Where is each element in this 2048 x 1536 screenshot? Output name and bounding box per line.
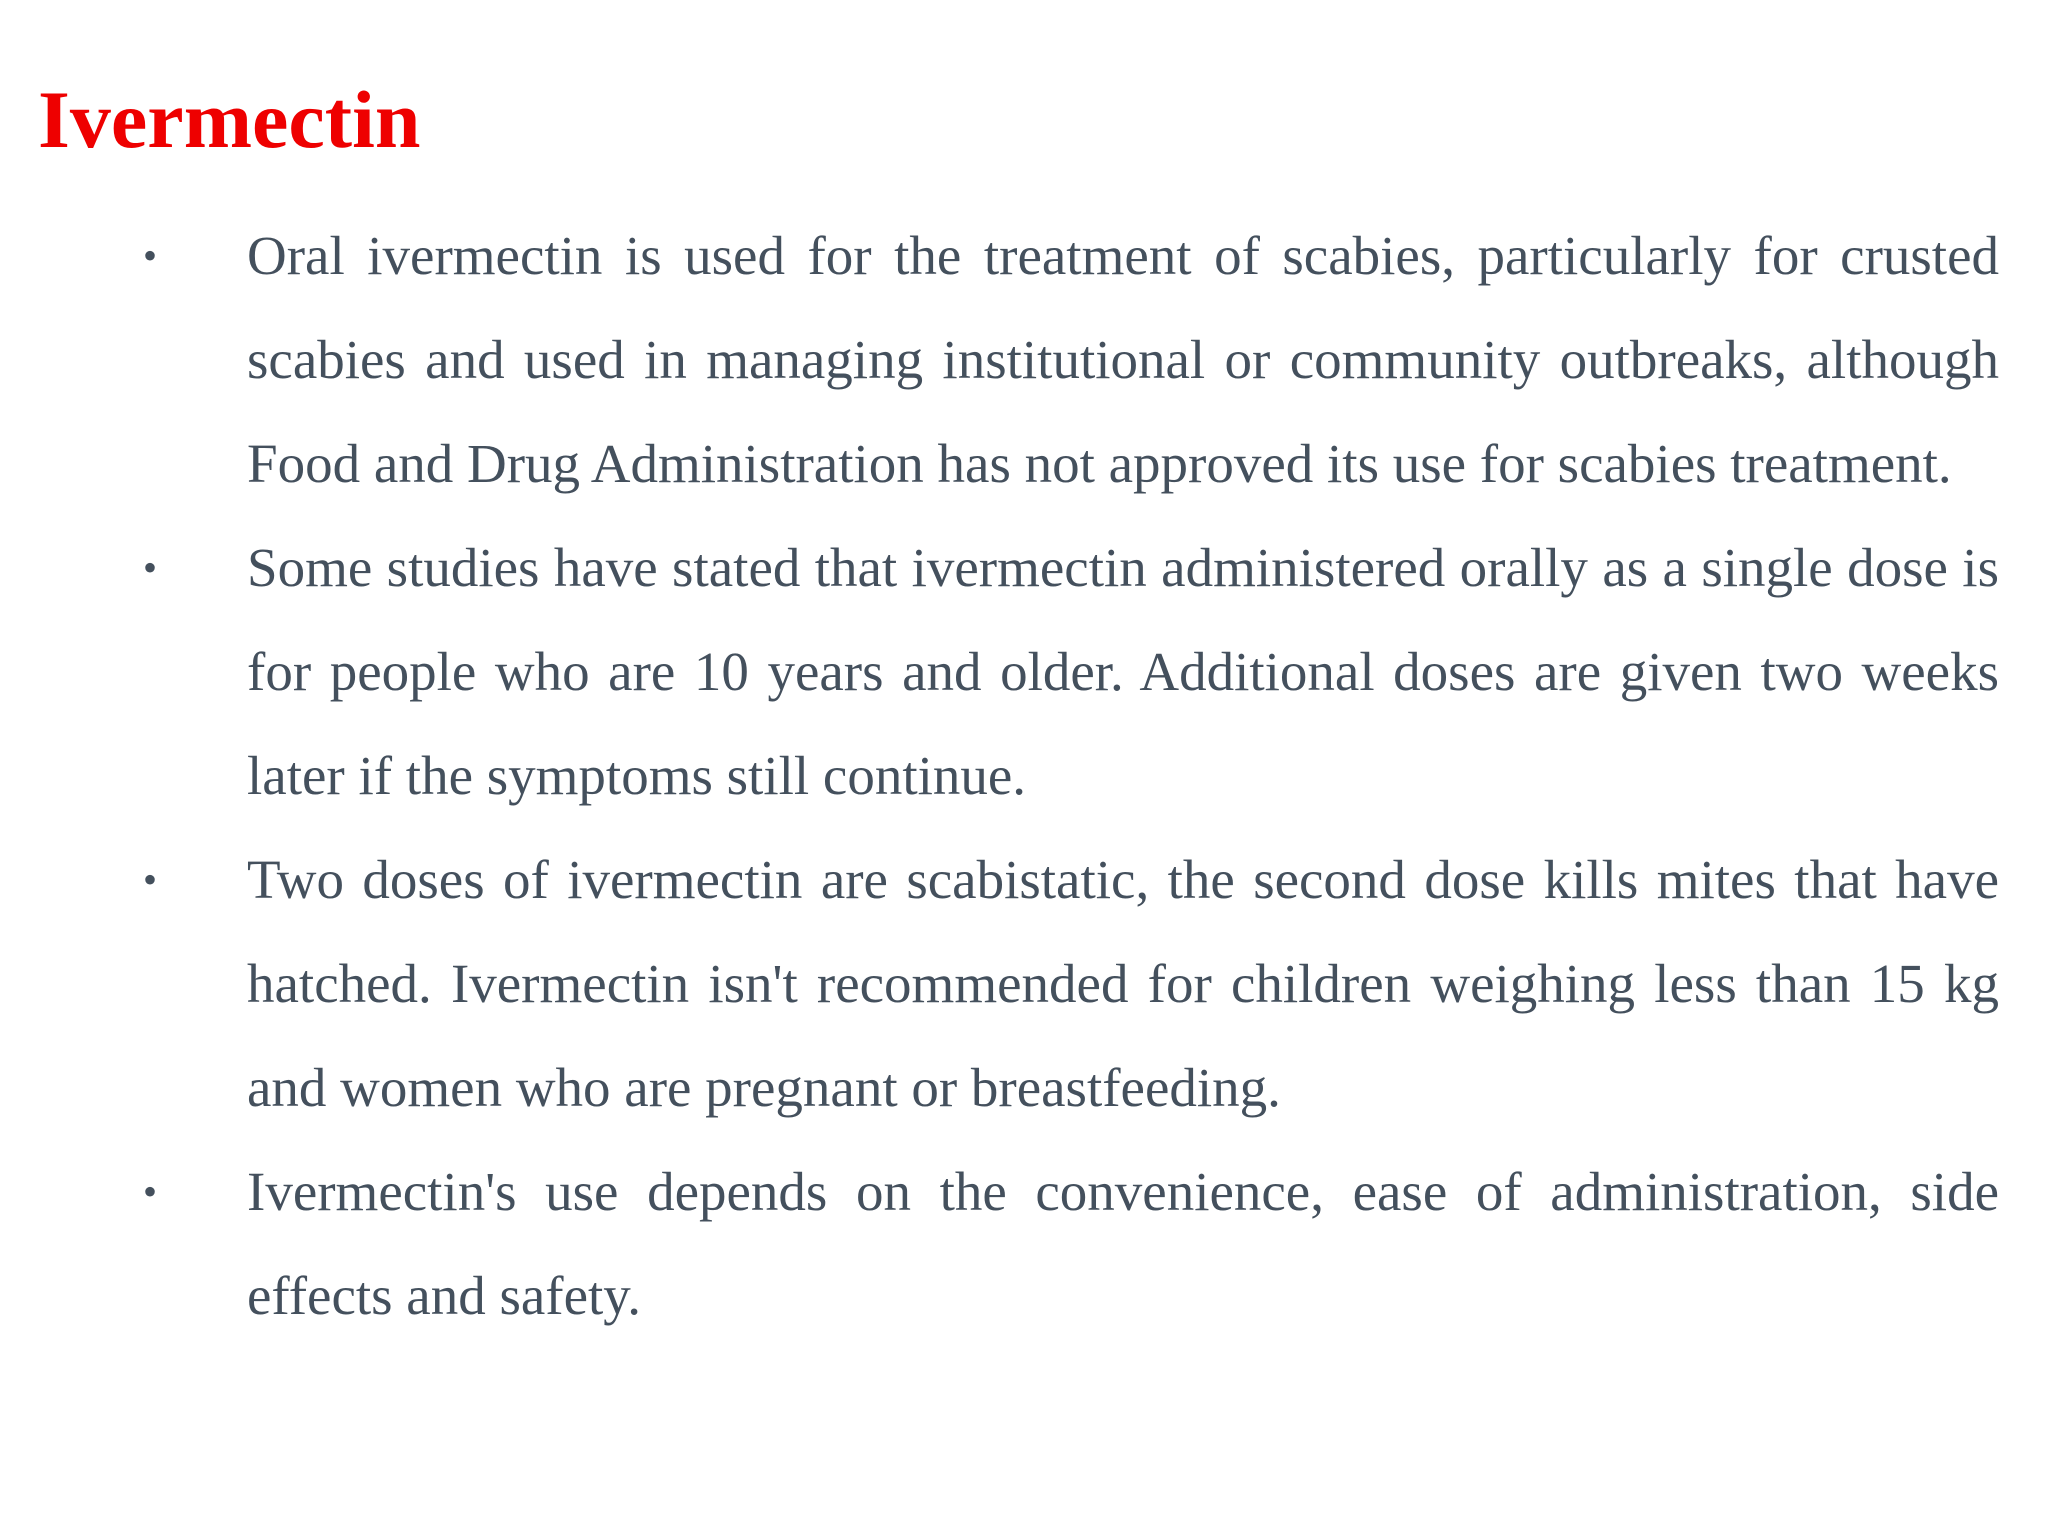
bullet-dot-icon: • — [143, 857, 158, 902]
bullet-text: Ivermectin's use depends on the convenience, ease of administration, side effects and safety. — [247, 1161, 1999, 1326]
bullet-item — [0, 828, 2048, 1140]
bullet-dot-icon: • — [143, 545, 158, 590]
bullet-item — [0, 204, 2048, 516]
bullet-dot-icon: • — [143, 1169, 158, 1214]
bullet-list — [0, 204, 2048, 1348]
bullet-item — [0, 516, 2048, 828]
bullet-item — [0, 1140, 2048, 1348]
bullet-text: Two doses of ivermectin are scabistatic, the second dose kills mites that have hatched. Ivermectin isn't recommended for children weighing less than 15 kg and women who are pregnant or breastfeeding. — [247, 849, 1999, 1118]
slide-title: Ivermectin — [38, 74, 421, 165]
bullet-dot-icon: • — [143, 233, 158, 278]
bullet-text: Some studies have stated that ivermectin administered orally as a single dose is for people who are 10 years and older. Additional doses are given two weeks later if the symptoms still continue. — [247, 537, 1999, 806]
bullet-text: Oral ivermectin is used for the treatment of scabies, particularly for crusted scabies and used in managing institutional or community outbreaks, although Food and Drug Administration has not approved its use for scabies treatment. — [247, 225, 1999, 494]
